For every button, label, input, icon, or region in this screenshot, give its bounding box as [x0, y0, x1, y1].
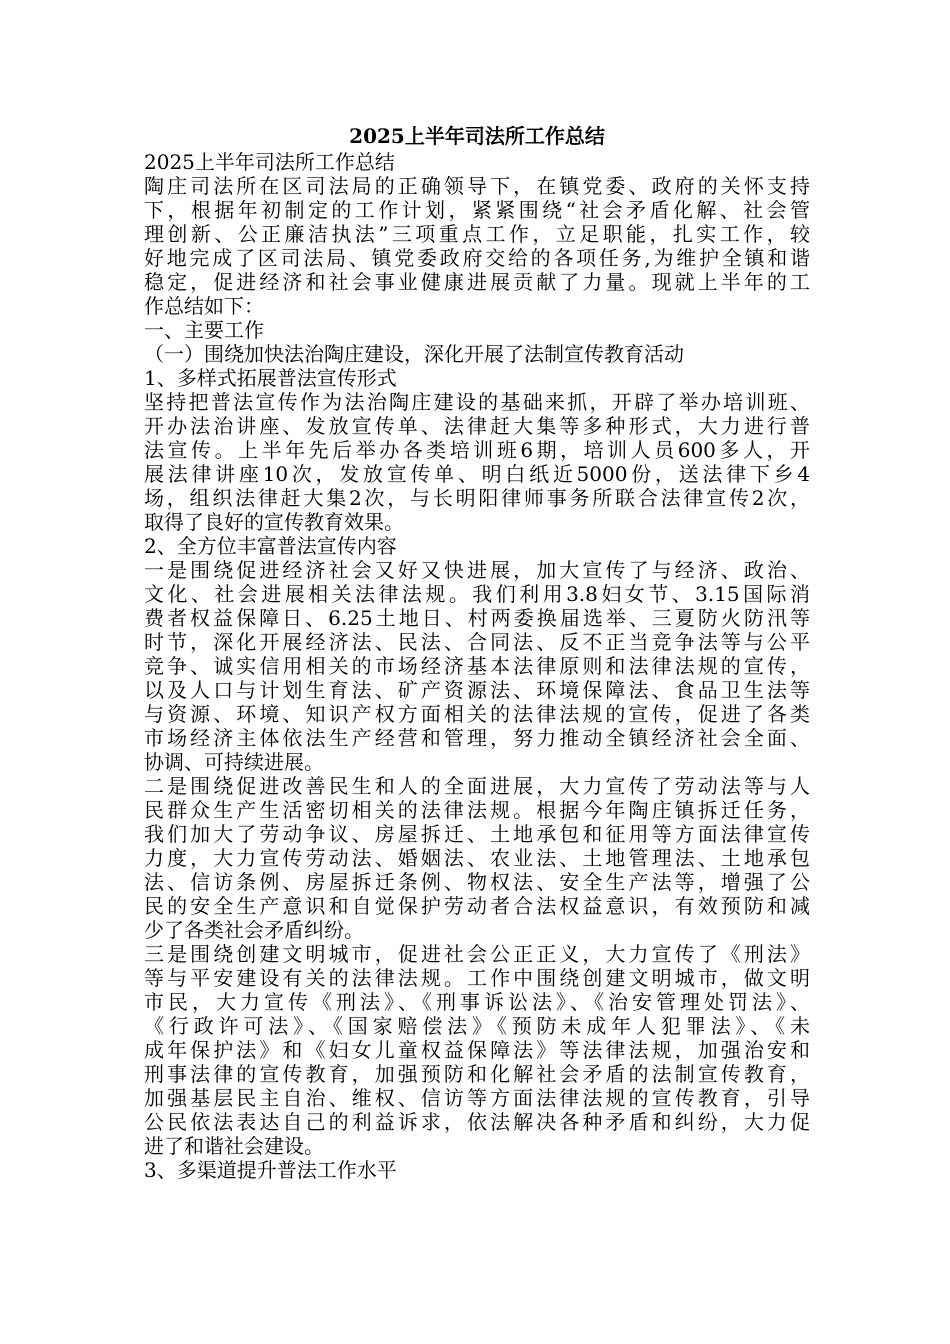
text-line: 协调、可持续进展。 [144, 750, 324, 774]
text-line: 等与平安建设有关的法律法规。工作中围绕创建文明城市，做文明 [144, 966, 810, 990]
text-line: 我们加大了劳动争议、房屋拆迁、土地承包和征用等方面法律宣传 [144, 822, 810, 846]
text-line: 刑事法律的宣传教育，加强预防和化解社会矛盾的法制宣传教育， [144, 1062, 810, 1086]
text-line: 三是围绕创建文明城市，促进社会公正正义，大力宣传了《刑法》 [144, 942, 810, 966]
text-line: 法、信访条例、房屋拆迁条例、物权法、安全生产法等，增强了公 [144, 870, 810, 894]
text-line: 民群众生产生活密切相关的法律法规。根据今年陶庄镇拆迁任务， [144, 798, 810, 822]
text-line: 以及人口与计划生育法、矿产资源法、环境保障法、食品卫生法等 [144, 678, 810, 702]
text-line: 少了各类社会矛盾纠纷。 [144, 918, 364, 942]
text-line: 开办法治讲座、发放宣传单、法律赶大集等多种形式，大力进行普 [144, 414, 810, 438]
text-line: 理创新、公正廉洁执法”三项重点工作，立足职能，扎实工作，较 [144, 222, 810, 246]
text-line: （一）围绕加快法治陶庄建设，深化开展了法制宣传教育活动 [144, 342, 684, 366]
document-page [144, 122, 810, 1182]
text-line: 成年保护法》和《妇女儿童权益保障法》等法律法规，加强治安和 [144, 1038, 810, 1062]
text-line: 3、多渠道提升普法工作水平 [144, 1158, 397, 1182]
document-title: 2025上半年司法所工作总结 [349, 124, 605, 148]
text-line: 进了和谐社会建设。 [144, 1134, 324, 1158]
text-line: 好地完成了区司法局、镇党委政府交给的各项任务,为维护全镇和谐 [144, 246, 810, 270]
text-line: 竞争、诚实信用相关的市场经济基本法律原则和法律法规的宣传， [144, 654, 810, 678]
text-line: 作总结如下： [144, 294, 264, 318]
text-line: 下，根据年初制定的工作计划，紧紧围绕“社会矛盾化解、社会管 [144, 198, 810, 222]
text-line: 市场经济主体依法生产经营和管理，努力推动全镇经济社会全面、 [144, 726, 810, 750]
text-line: 展法律讲座10次，发放宣传单、明白纸近5000份，送法律下乡4 [144, 462, 810, 486]
text-line: 坚持把普法宣传作为法治陶庄建设的基础来抓，开辟了举办培训班、 [144, 390, 810, 414]
text-line: 1、多样式拓展普法宣传形式 [144, 366, 397, 390]
text-line: 《行政许可法》、《国家赔偿法》《预防未成年人犯罪法》、《未 [144, 1014, 810, 1038]
text-line: 文化、社会进展相关法律法规。我们利用3.8妇女节、3.15国际消 [144, 582, 810, 606]
text-line: 费者权益保障日、6.25土地日、村两委换届选举、三夏防火防汛等 [144, 606, 810, 630]
text-line: 陶庄司法所在区司法局的正确领导下，在镇党委、政府的关怀支持 [144, 174, 810, 198]
text-line: 取得了良好的宣传教育效果。 [144, 510, 404, 534]
text-line: 加强基层民主自治、维权、信访等方面法律法规的宣传教育，引导 [144, 1086, 810, 1110]
text-line: 公民依法表达自己的利益诉求，依法解决各种矛盾和纠纷，大力促 [144, 1110, 810, 1134]
text-line: 力度，大力宣传劳动法、婚姻法、农业法、土地管理法、土地承包 [144, 846, 810, 870]
text-line: 稳定，促进经济和社会事业健康进展贡献了力量。现就上半年的工 [144, 270, 810, 294]
text-line: 一、主要工作 [144, 318, 264, 342]
document-body [144, 150, 810, 1182]
text-line: 民的安全生产意识和自觉保护劳动者合法权益意识，有效预防和减 [144, 894, 810, 918]
text-line: 2、全方位丰富普法宣传内容 [144, 534, 397, 558]
text-line: 一是围绕促进经济社会又好又快进展，加大宣传了与经济、政治、 [144, 558, 810, 582]
text-line: 时节，深化开展经济法、民法、合同法、反不正当竞争法等与公平 [144, 630, 810, 654]
text-line: 市民，大力宣传《刑法》、《刑事诉讼法》、《治安管理处罚法》、 [144, 990, 810, 1014]
text-line: 法宣传。上半年先后举办各类培训班6期，培训人员600多人，开 [144, 438, 810, 462]
text-line: 与资源、环境、知识产权方面相关的法律法规的宣传，促进了各类 [144, 702, 810, 726]
text-line: 2025上半年司法所工作总结 [144, 150, 395, 174]
text-line: 场，组织法律赶大集2次，与长明阳律师事务所联合法律宣传2次， [144, 486, 810, 510]
text-line: 二是围绕促进改善民生和人的全面进展，大力宣传了劳动法等与人 [144, 774, 810, 798]
